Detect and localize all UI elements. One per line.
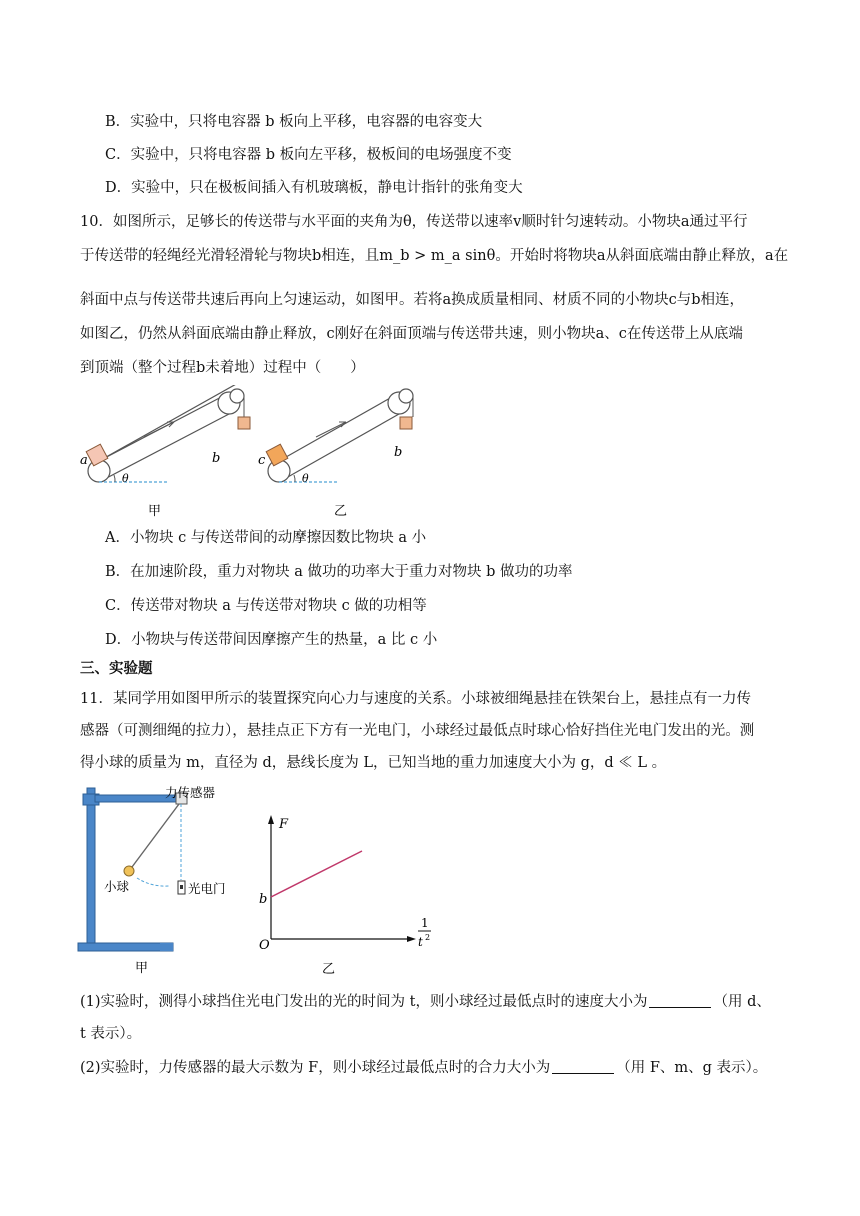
caption-yi-11: 乙 <box>322 962 336 977</box>
angle-theta-left: θ <box>122 472 129 485</box>
caption-jia-11: 甲 <box>135 961 149 976</box>
label-photogate: 光电门 <box>188 881 226 896</box>
q9-option-b: B．实验中，只将电容器 b 板向上平移，电容器的电容变大 <box>105 114 483 130</box>
q10-stem-line2: 于传送带的轻绳经光滑轻滑轮与物块b相连，且m_b > m_a sinθ。开始时将物块a从斜面底端由静止释放，a在 <box>80 248 789 264</box>
section-heading: 三、实验题 <box>80 661 153 677</box>
q9-option-c: C．实验中，只将电容器 b 板向左平移，极板间的电场强度不变 <box>105 147 512 163</box>
iron-stand-diagram <box>78 785 226 976</box>
answer-blank-1[interactable] <box>649 993 711 1008</box>
q11-sub2-line1 <box>80 1058 767 1078</box>
ball <box>124 866 134 876</box>
conveyor-a-diagram <box>80 385 250 519</box>
q11-sub2-text: (2)实验时，力传感器的最大示数为 F，则小球经过最低点时的合力大小为 <box>80 1060 551 1076</box>
q11-sub2-tail: （用 F、m、g 表示）。 <box>616 1060 768 1076</box>
caption-jia: 甲 <box>148 504 162 519</box>
q11-stem-line1: 11．某同学用如图甲所示的装置探究向心力与速度的关系。小球被细绳悬挂在铁架台上，悬挂点有一力传 <box>80 691 751 707</box>
q10-stem-line4: 如图乙，仍然从斜面底端由静止释放，c刚好在斜面顶端与传送带共速，则小物块a、c在传送带上从底端 <box>80 326 743 342</box>
answer-blank-2[interactable] <box>552 1059 614 1074</box>
graph-x-numerator: 1 <box>421 916 429 930</box>
label-ball: 小球 <box>104 879 130 894</box>
graph-y-axis-label: F <box>279 817 289 832</box>
label-c: c <box>258 453 266 468</box>
q10-option-d: D．小物块与传送带间因摩擦产生的热量，a 比 c 小 <box>105 632 438 648</box>
conveyor-c-diagram <box>258 389 413 519</box>
q10-option-c: C．传送带对物块 a 与传送带对物块 c 做的功相等 <box>105 598 427 614</box>
q11-sub1-tail: （用 d、 <box>713 994 771 1010</box>
small-pulley <box>230 389 244 403</box>
q10-option-b: B．在加速阶段，重力对物块 a 做功的功率大于重力对物块 b 做功的功率 <box>105 564 573 580</box>
label-b-left: b <box>212 451 221 466</box>
q11-sub1-line2: t 表示）。 <box>80 1026 142 1042</box>
label-a: a <box>80 453 88 468</box>
q10-stem-line3: 斜面中点与传送带共速后再向上匀速运动，如图甲。若将a换成质量相同、材质不同的小物块c与b相连， <box>80 292 745 308</box>
label-b-right: b <box>394 445 403 460</box>
q10-option-a: A．小物块 c 与传送带间的动摩擦因数比物块 a 小 <box>105 530 427 546</box>
hanging-block-b <box>238 417 250 429</box>
q11-figure <box>75 783 445 978</box>
graph-origin-label: O <box>259 938 270 953</box>
graph-intercept-label: b <box>259 892 268 907</box>
q11-stem-line2: 感器（可测细绳的拉力），悬挂点正下方有一光电门，小球经过最低点时球心恰好挡住光电门发出的光。测 <box>80 723 755 739</box>
graph-line <box>271 851 362 897</box>
label-force-sensor: 力传感器 <box>165 785 216 800</box>
q9-option-d: D．实验中，只在极板间插入有机玻璃板，静电计指针的张角变大 <box>105 180 523 196</box>
caption-yi: 乙 <box>334 504 348 519</box>
angle-theta-right: θ <box>302 472 309 485</box>
q11-stem-line3: 得小球的质量为 m，直径为 d，悬线长度为 L，已知当地的重力加速度大小为 g，d ≪ L 。 <box>80 755 667 771</box>
q11-sub1-text: (1)实验时，测得小球挡住光电门发出的光的时间为 t，则小球经过最低点时的速度大小为 <box>80 994 648 1010</box>
graph-x-denominator: t <box>418 935 423 949</box>
graph-x-exponent: 2 <box>425 933 431 942</box>
q10-stem-line1: 10．如图所示，足够长的传送带与水平面的夹角为θ，传送带以速率v顺时针匀速转动。小物块a通过平行 <box>80 214 748 230</box>
q11-sub1-line1 <box>80 992 771 1012</box>
f-vs-inv-t2-graph <box>259 815 431 977</box>
q10-stem-line5: 到顶端（整个过程b未着地）过程中（ ） <box>80 360 365 376</box>
q10-conveyor-figure <box>78 385 438 523</box>
